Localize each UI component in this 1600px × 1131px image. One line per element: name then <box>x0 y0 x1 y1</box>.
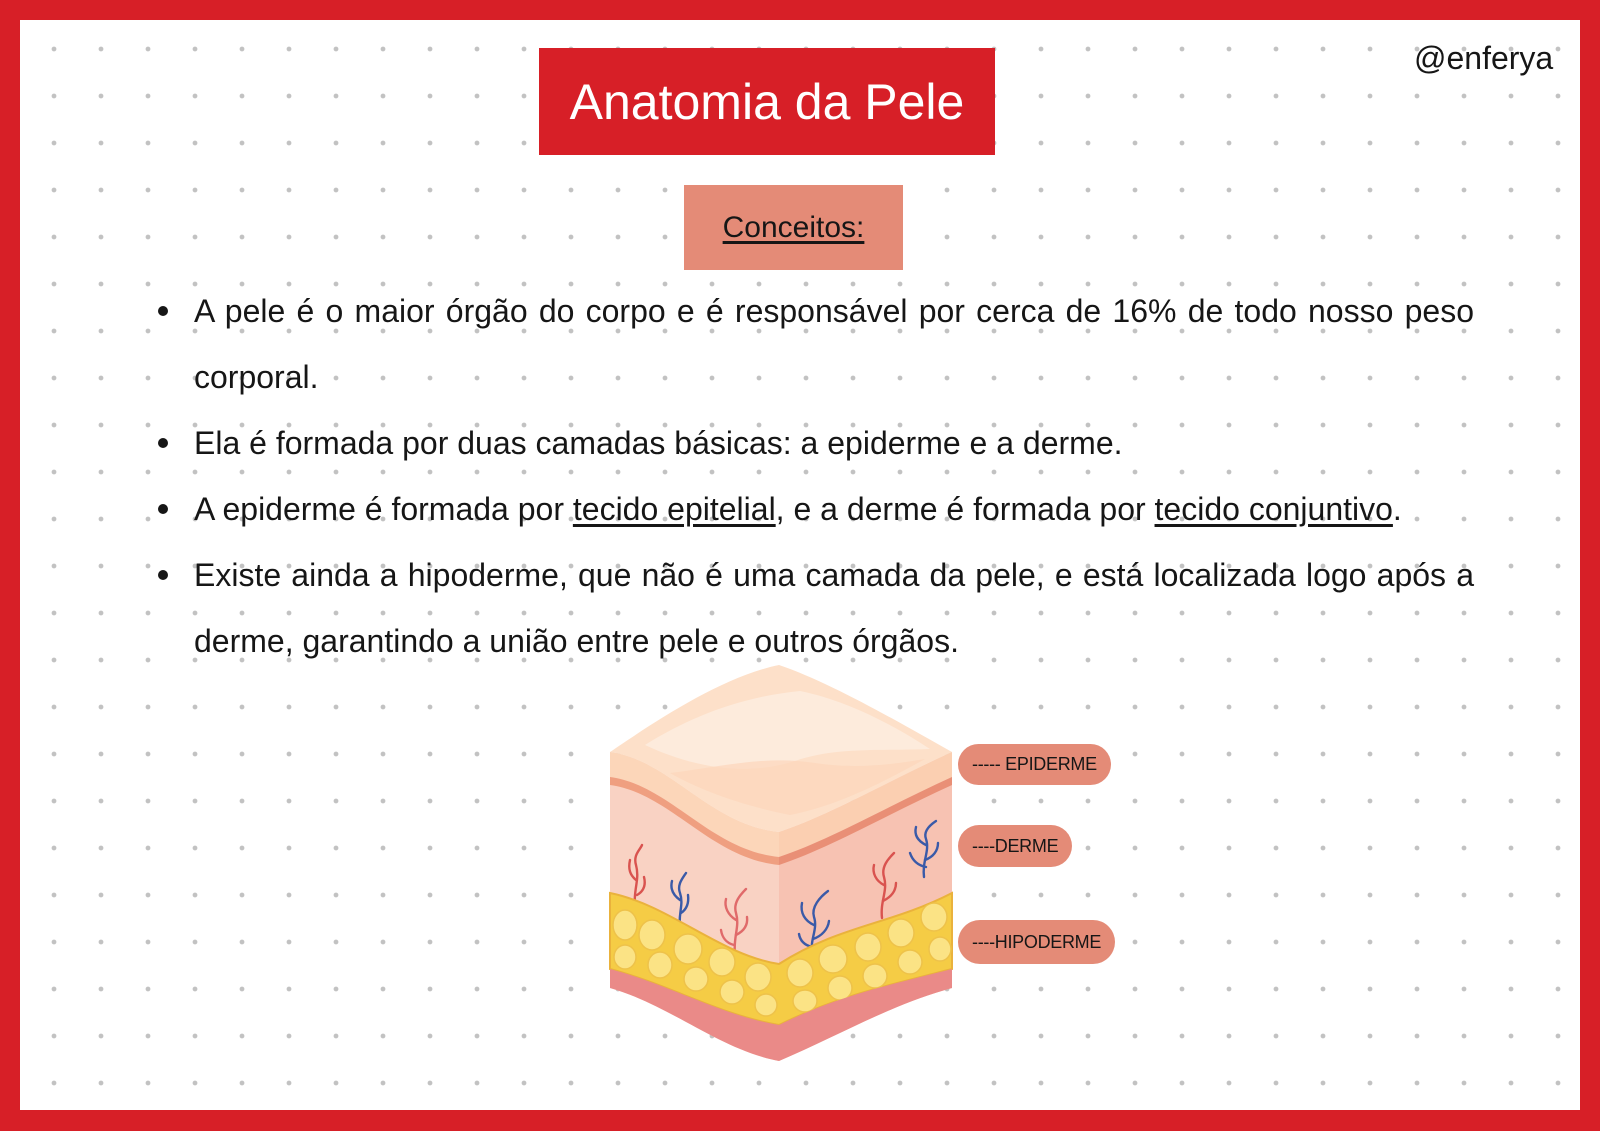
list-item <box>194 410 1474 476</box>
bullet-icon <box>158 504 168 514</box>
label-epiderme-text: ----- EPIDERME <box>972 754 1097 774</box>
fat-cell <box>863 964 887 988</box>
fat-cell <box>787 959 813 987</box>
bullet-icon <box>158 570 168 580</box>
fat-cell <box>648 952 672 978</box>
section-heading-box <box>684 185 903 270</box>
label-hipoderme <box>958 920 1115 964</box>
fat-cell <box>921 903 947 931</box>
label-hipoderme-text: ----HIPODERME <box>972 931 1102 952</box>
fat-cell <box>828 976 852 1000</box>
fat-cell <box>855 933 881 961</box>
fat-cell <box>929 937 951 961</box>
label-epiderme <box>958 744 1111 785</box>
fat-cell <box>745 963 771 991</box>
fat-cell <box>888 919 914 947</box>
label-derme-text: ----DERME <box>972 835 1059 856</box>
skin-cross-section-illustration <box>600 655 956 1070</box>
bullet-text-part: . <box>1392 491 1402 527</box>
fat-cell <box>674 934 702 964</box>
fat-cell <box>819 945 847 973</box>
bullet-text-part: A epiderme é formada por <box>194 491 573 527</box>
list-item <box>194 476 1474 542</box>
bullet-text-part: , e a derme é formada por <box>775 491 1155 527</box>
list-item <box>194 278 1474 410</box>
bullet-text: Existe ainda a hipoderme, que não é uma camada da pele, e está localizada logo após a derme, garantindo a união entre pele e outros órgãos. <box>194 557 1474 659</box>
concepts-list <box>194 278 1474 674</box>
bullet-icon <box>158 306 168 316</box>
underlined-term: tecido epitelial <box>572 491 776 527</box>
fat-cell <box>720 980 744 1004</box>
fat-cell <box>709 948 735 976</box>
fat-cell <box>614 945 636 969</box>
fat-cell <box>793 990 817 1012</box>
bullet-text: Ela é formada por duas camadas básicas: a epiderme e a derme. <box>194 425 1123 461</box>
section-heading: Conceitos: <box>722 210 865 244</box>
underlined-term: tecido conjuntivo <box>1154 491 1393 527</box>
fat-cell <box>639 920 665 950</box>
fat-cell <box>755 994 777 1016</box>
author-handle: @enferya <box>1414 40 1554 76</box>
bullet-icon <box>158 438 168 448</box>
bullet-text: A pele é o maior órgão do corpo e é responsável por cerca de 16% de todo nosso peso corporal. <box>194 293 1474 395</box>
fat-cell <box>613 910 637 940</box>
fat-cell <box>898 950 922 974</box>
title-banner <box>539 48 995 155</box>
label-derme <box>958 825 1072 867</box>
page-title: Anatomia da Pele <box>569 73 965 130</box>
fat-cell <box>684 967 708 991</box>
